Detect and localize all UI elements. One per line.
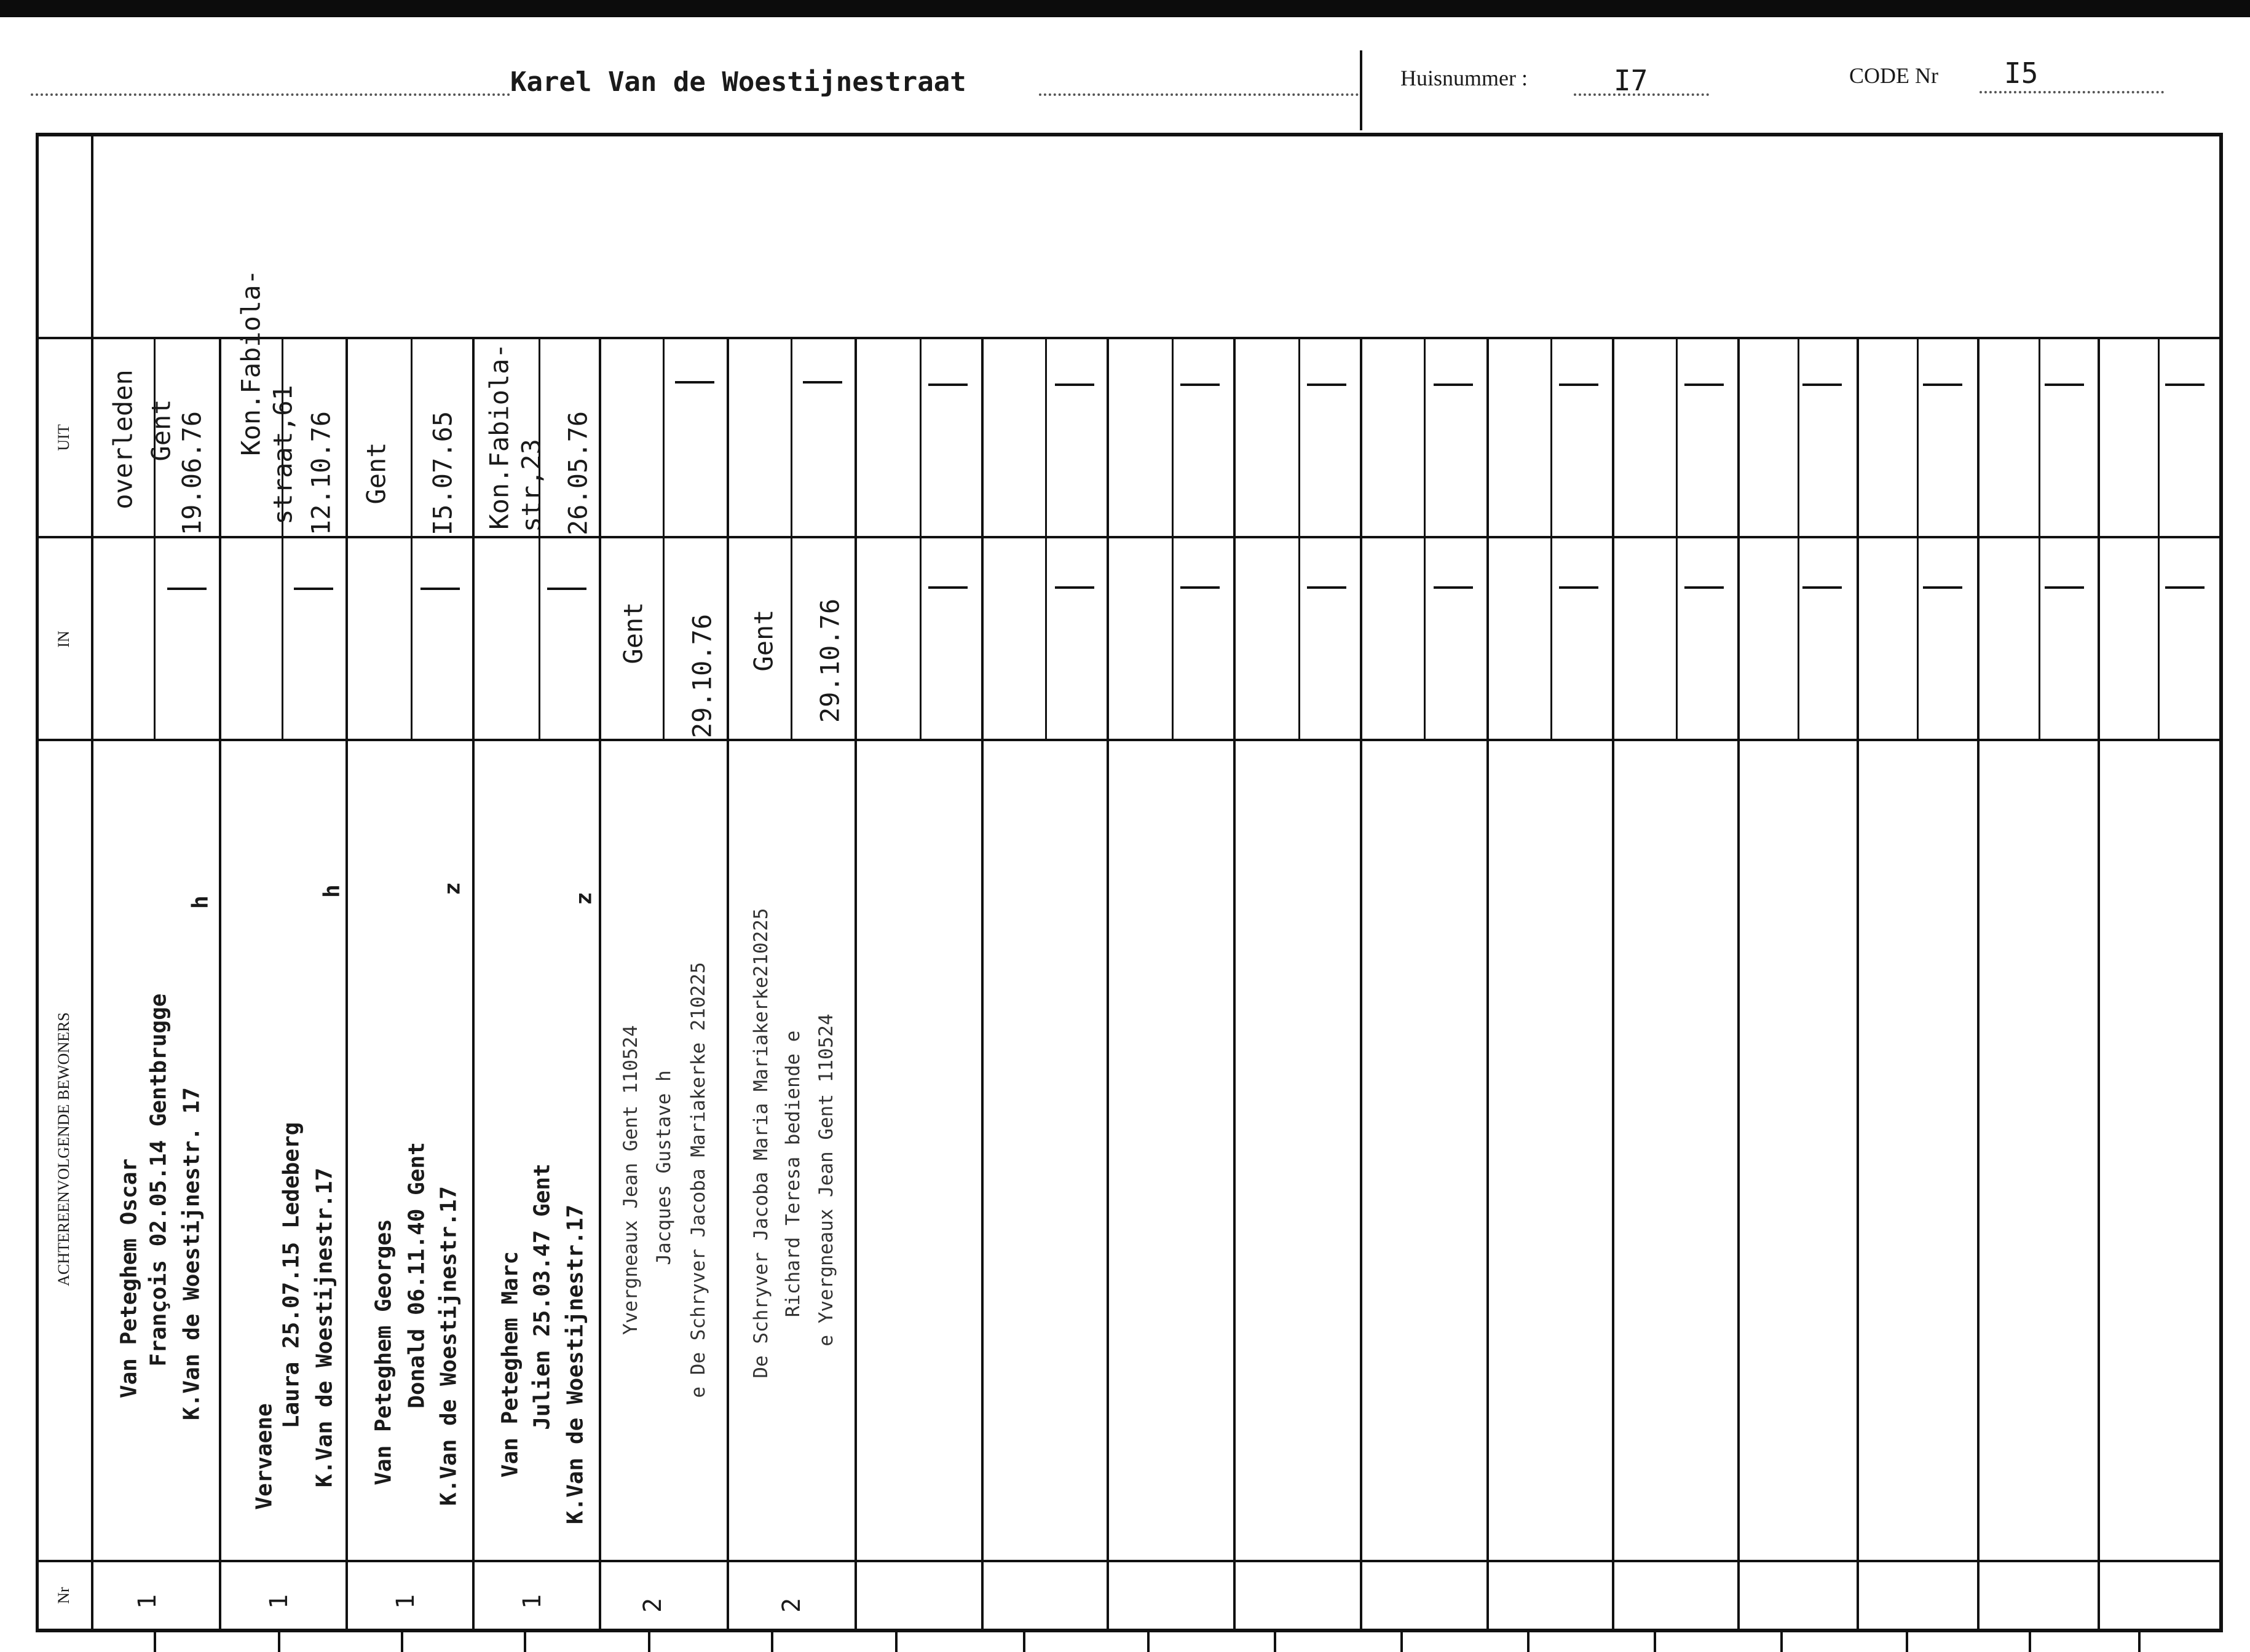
resident-line-3: e De Schryver Jacoba Mariakerke 210225 xyxy=(687,962,709,1398)
section-uit-label: UIT xyxy=(55,424,73,451)
resident-line-2: Donald 06.11.40 Gent xyxy=(404,1142,430,1409)
resident-mark: z xyxy=(571,892,597,905)
out-place-2: str,23 xyxy=(516,439,547,532)
scan-top-edge xyxy=(0,0,2250,17)
resident-line-3: K.Van de Woestijnestr.17 xyxy=(436,1186,462,1506)
out-empty-dash xyxy=(675,381,714,384)
resident-line-1: Van Peteghem Oscar xyxy=(116,1158,142,1399)
out-place-2: Gent xyxy=(146,399,176,462)
street-dotted-line-right xyxy=(1039,93,1359,96)
section-in-label: IN xyxy=(55,631,73,648)
house-number-value: I7 xyxy=(1614,64,1648,97)
resident-line-1: Vervaene xyxy=(251,1403,277,1510)
code-dotted-line xyxy=(1980,91,2164,93)
in-place: Gent xyxy=(748,609,779,672)
resident-line-3: K.Van de Woestijnestr. 17 xyxy=(179,1087,205,1420)
in-empty-dash xyxy=(294,588,333,590)
resident-mark: h xyxy=(319,884,345,898)
resident-line-2: Laura 25.07.15 Ledeberg xyxy=(278,1122,304,1429)
in-empty-dash xyxy=(420,588,460,590)
resident-mark: h xyxy=(188,895,213,909)
out-place: Kon.Fabiola- xyxy=(484,343,515,530)
resident-line-2: Richard Teresa bediende e xyxy=(782,1030,804,1318)
house-number-label: Huisnummer : xyxy=(1400,66,1528,90)
resident-line-1: De Schryver Jacoba Maria Mariakerke210225 xyxy=(750,908,772,1379)
resident-line-1: Van Peteghem Marc xyxy=(497,1251,523,1478)
resident-mark: z xyxy=(440,882,465,895)
out-place: Kon.Fabiola- xyxy=(235,269,266,456)
header-divider xyxy=(1360,50,1362,130)
row-nr: 2 xyxy=(778,1597,806,1613)
resident-line-3: K.Van de Woestijnestr.17 xyxy=(312,1167,338,1488)
code-value: I5 xyxy=(2004,57,2039,90)
resident-line-1: Yvergneaux Jean Gent 110524 xyxy=(620,1025,642,1335)
street-name: Karel Van de Woestijnestraat xyxy=(510,66,966,98)
section-nr-label: Nr xyxy=(55,1587,73,1604)
resident-line-3: e Yvergneaux Jean Gent 110524 xyxy=(815,1013,837,1347)
resident-line-2: Julien 25.03.47 Gent xyxy=(529,1163,555,1430)
row-nr: 2 xyxy=(639,1597,667,1613)
row-nr: 1 xyxy=(392,1594,420,1610)
out-date: I5.07.65 xyxy=(427,411,458,536)
resident-line-3: K.Van de Woestijnestr.17 xyxy=(562,1204,588,1525)
street-dotted-line xyxy=(31,93,510,96)
row-nr: 1 xyxy=(518,1594,547,1610)
row-nr: 1 xyxy=(133,1594,162,1610)
house-number-dotted-line xyxy=(1574,93,1709,96)
row-nr: 1 xyxy=(265,1594,293,1610)
resident-line-1: Van Peteghem Georges xyxy=(371,1219,397,1485)
out-place: overleden xyxy=(108,369,138,509)
in-date: 29.10.76 xyxy=(815,598,845,723)
in-place: Gent xyxy=(618,602,649,664)
resident-line-2: Jacques Gustave h xyxy=(653,1070,675,1265)
out-empty-dash xyxy=(803,381,842,384)
out-date: 19.06.76 xyxy=(176,411,207,536)
out-place: Gent xyxy=(361,442,392,505)
section-residents-label: ACHTEREENVOLGENDE BEWONERS xyxy=(55,1012,73,1286)
in-date: 29.10.76 xyxy=(687,613,717,739)
code-label: CODE Nr xyxy=(1849,63,1938,88)
out-place-2: straat,61 xyxy=(267,385,298,525)
out-date: 26.05.76 xyxy=(562,411,593,536)
resident-line-2: François 02.05.14 Gentbrugge xyxy=(146,993,172,1367)
out-date: 12.10.76 xyxy=(306,411,336,536)
in-empty-dash xyxy=(547,588,586,590)
in-empty-dash xyxy=(167,588,207,590)
